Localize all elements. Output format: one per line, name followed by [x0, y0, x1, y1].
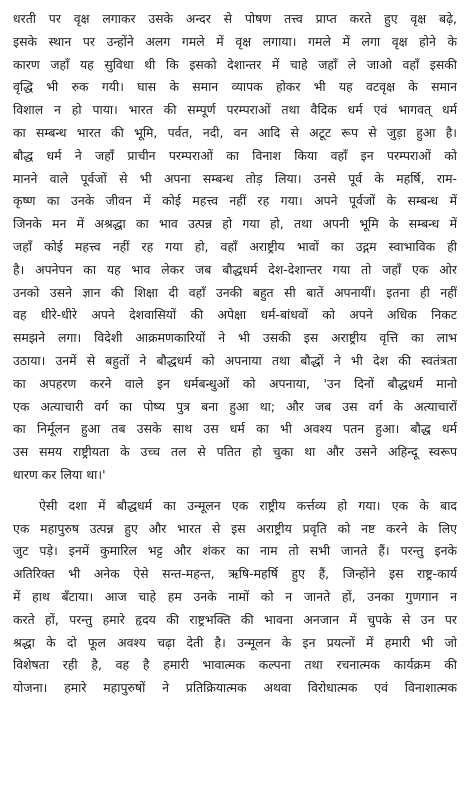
text-line: विशाल न हो पाया। भारत की सम्पूर्ण परम्पराओं तथा वैदिक धर्म एवं भागवत् धर्म [13, 102, 457, 118]
text-line: अतिरिक्त भी अनेक ऐसे सन्त-महन्त, ऋषि-महर्षि हुए हैं, जिन्होंने इस राष्ट्र-कार्य [13, 566, 457, 582]
text-line: श्रद्धा के दो फूल अवश्य चढ़ा देती है। उन्मूलन के इन प्रयत्नों में हमारी भी जो [13, 634, 457, 650]
text-line: है। अपनेपन का यह भाव लेकर जब बौद्धधर्म देश-देशान्तर गया तो जहाँ एक ओर [13, 261, 457, 277]
text-line: उनको उसने ज्ञान की शिक्षा दी वहाँ उनकी बहुत सी बातें अपनायीं। इतना ही नहीं [13, 284, 457, 300]
text-line: धारण कर लिया था।' [13, 466, 106, 482]
text-line: जहाँ कोई महत्त्व नहीं रह गया हो, वहाँ अराष्ट्रीय भावों का उद्गम स्वाभाविक ही [13, 238, 457, 254]
text-line: योजना। हमारे महापुरुषों ने प्रतिक्रियात्मक अथवा विरोधात्मक एवं विनाशात्मक [13, 680, 457, 696]
text-line: जिनके मन में अश्रद्धा का भाव उत्पन्न हो गया हो, तथा अपनी भूमि के सम्बन्ध में [13, 216, 457, 232]
text-line: वह धीरे-धीरे अपने देशवासियों की अपेक्षा धर्म-बांधवों को अपने अधिक निकट [13, 307, 457, 323]
text-line: धरती पर वृक्ष लगाकर उसके अन्दर से पोषण तत्त्व प्राप्त करते हुए वृक्ष बढ़े, [13, 11, 457, 26]
text-line: वृद्धि भी रुक गयी। घास के समान व्यापक होकर भी यह वटवृक्ष के समान [13, 79, 457, 95]
text-line: का निर्मूलन हुआ तब उसके साथ उस धर्म का भी अवश्य पतन हुआ। बौद्ध धर्म [13, 421, 457, 437]
text-line: ऐसी दशा में बौद्धधर्म का उन्मूलन एक राष्ट्रीय कर्त्तव्य हो गया। एक के बाद [39, 497, 457, 513]
text-line: एक अत्याचारी वर्ग का पोष्य पुत्र बना हुआ था; और जब उस वर्ग के अत्याचारों [13, 398, 457, 414]
paragraph-1 [13, 8, 457, 487]
text-line: समझने लगा। विदेशी आक्रमणकारियों ने भी उसकी इस अराष्ट्रीय वृत्ति का लाभ [13, 330, 457, 346]
text-line: करते हों, परन्तु हमारे हृदय की राष्ट्रभक्ति की भावना अनजान में चुपके से उन पर [13, 611, 457, 627]
text-line: उस समय राष्ट्रीयता के उच्च तल से पतित हो चुका था और उसने अहिन्दू स्वरूप [13, 444, 457, 460]
text-line: मानने वाले पूर्वजों से भी अपना सम्बन्ध तोड़ लिया। उनसे पूर्व के महर्षि, राम- [13, 170, 457, 186]
paragraph-gap [13, 487, 457, 495]
text-line: में हाथ बँटाया। आज चाहे हम उनके नामों को न जानते हों, उनका गुणगान न [13, 588, 457, 604]
text-line: इसके स्थान पर उन्होंने अलग गमले में वृक्ष लगाया। गमले में लगा वृक्ष होने के [13, 33, 457, 49]
text-line: का सम्बन्ध भारत की भूमि, पर्वत, नदी, वन आदि से अटूट रूप से जुड़ा हुआ है। [13, 124, 457, 140]
text-line: जुट पड़े। इनमें कुमारिल भट्ट और शंकर का नाम तो सभी जानते हैं। परन्तु इनके [13, 543, 457, 559]
text-line: उठाया। उनमें से बहुतों ने बौद्धधर्म को अपनाया तथा बौद्धों ने भी देश की स्वतंत्रता [13, 352, 457, 368]
text-line: कृष्ण का उनके जीवन में कोई महत्त्व नहीं रह गया। अपने पूर्वजों के सम्बन्ध में [13, 193, 457, 209]
text-line: का अपहरण करने वाले इन धर्मबन्धुओं को अपनाया, 'उन दिनों बौद्धधर्म मानो [13, 375, 457, 391]
text-line: बौद्ध धर्म ने जहाँ प्राचीन परम्पराओं का विनाश किया वहाँ इन परम्पराओं को [13, 147, 457, 163]
text-line: कारण जहाँ यह सुविधा थी कि इसको देशान्तर में चाहे जहाँ ले जाओ वहाँ इसकी [13, 56, 457, 72]
text-line: एक महापुरुष उत्पन्न हुए और भारत से इस अराष्ट्रीय प्रवृति को नष्ट करने के लिए [13, 520, 457, 536]
text-line: विशेषता रही है, वह है हमारी भावात्मक कल्पना तथा रचनात्मक कार्यक्रम की [13, 657, 457, 673]
paragraph-2 [13, 495, 457, 700]
